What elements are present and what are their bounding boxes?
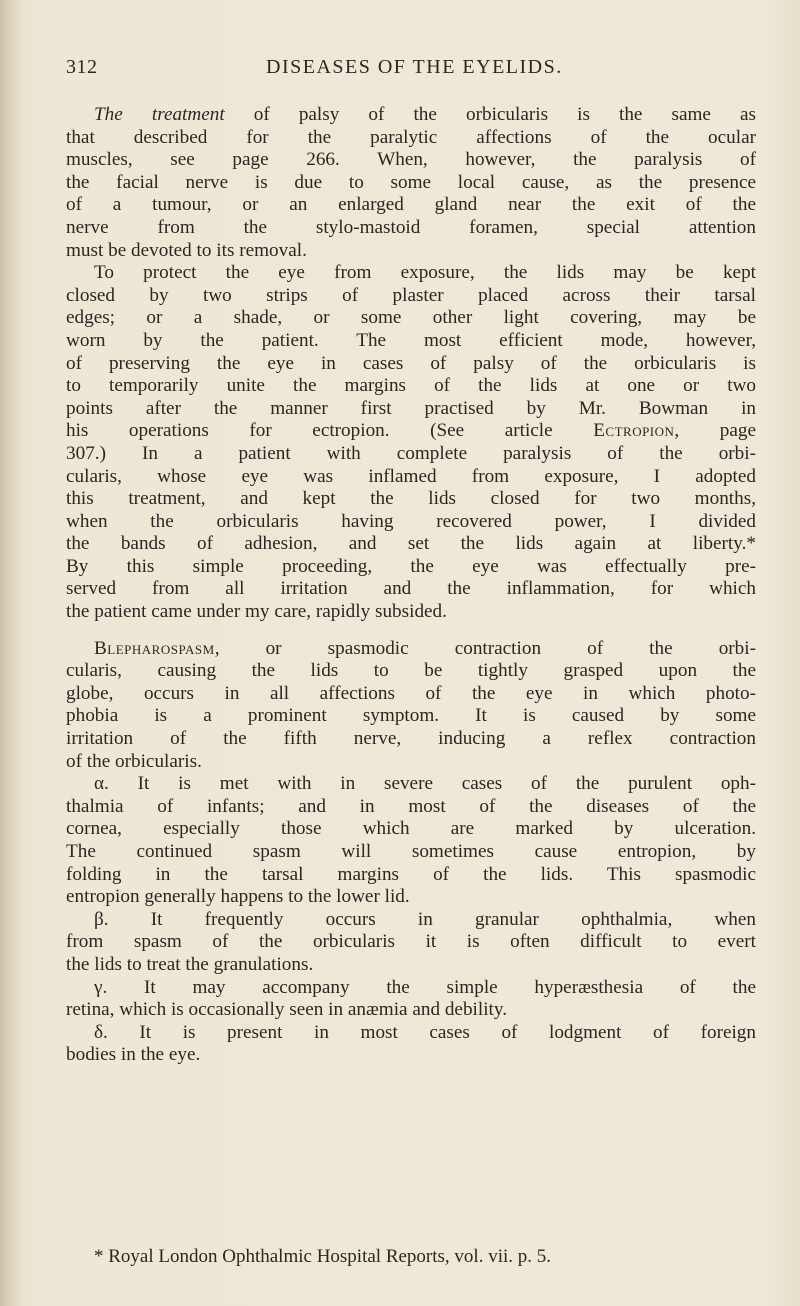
text-line: the lids to treat the granulations. [66, 953, 314, 975]
text-line: bodies in the eye. [66, 1044, 201, 1066]
text-line: Blepharospasm, or spasmodic contraction of the orbi- [94, 637, 756, 659]
text-line: To protect the eye from exposure, the lids may be kept [94, 262, 756, 284]
paragraph-gamma [66, 977, 756, 1022]
text-line: β. It frequently occurs in granular ophthalmia, when [94, 908, 756, 930]
text-line: muscles, see page 266. When, however, the paralysis of [66, 149, 756, 171]
text-line: retina, which is occasionally seen in anæmia and debility. [66, 999, 508, 1021]
paragraph-treatment-of-palsy [66, 104, 756, 262]
text-line: closed by two strips of plaster placed across their tarsal [66, 284, 756, 306]
running-title: DISEASES OF THE EYELIDS. [266, 56, 563, 78]
text-line: the patient came under my care, rapidly subsided. [66, 601, 447, 623]
paragraph-protect-eye [66, 262, 756, 624]
footnote: * Royal London Ophthalmic Hospital Reports, vol. vii. p. 5. [94, 1246, 552, 1267]
page-header [66, 56, 756, 86]
text-line: edges; or a shade, or some other light covering, may be [66, 307, 756, 329]
text-line: must be devoted to its removal. [66, 239, 307, 261]
text-line: folding in the tarsal margins of the lids. This spasmodic [66, 863, 756, 885]
paragraph-delta [66, 1022, 756, 1067]
paragraph-alpha [66, 773, 756, 909]
text-line: of preserving the eye in cases of palsy of the orbicularis is [66, 352, 756, 374]
text-line: thalmia of infants; and in most of the diseases of the [66, 795, 756, 817]
text-line: phobia is a prominent symptom. It is caused by some [66, 705, 756, 727]
text-line: points after the manner first practised by Mr. Bowman in [66, 397, 756, 419]
paragraph-blepharospasm [66, 638, 756, 774]
text-line: of the orbicularis. [66, 750, 202, 772]
text-line: The continued spasm will sometimes cause entropion, by [66, 841, 756, 862]
text-line: that described for the paralytic affections of the ocular [66, 126, 756, 148]
page-number: 312 [66, 56, 98, 78]
text-line: δ. It is present in most cases of lodgment of foreign [94, 1021, 756, 1043]
text-line: irritation of the fifth nerve, inducing a reflex contraction [66, 728, 756, 750]
paragraph-gap [66, 624, 756, 638]
page-gutter-shadow [0, 0, 22, 1306]
text-line: cularis, whose eye was inflamed from exposure, I adopted [66, 465, 756, 487]
text-line: entropion generally happens to the lower lid. [66, 886, 410, 908]
text-line: the bands of adhesion, and set the lids again at liberty.* [66, 533, 756, 555]
text-line: served from all irritation and the inflammation, for which [66, 578, 756, 600]
text-line: The treatment of palsy of the orbicularis is the same as [94, 104, 756, 125]
text-line: cularis, causing the lids to be tightly grasped upon the [66, 660, 756, 682]
text-line: his operations for ectropion. (See article Ectropion, page [66, 420, 756, 442]
small-caps-heading: Blepharospasm [94, 637, 215, 659]
text-line: of a tumour, or an enlarged gland near the exit of the [66, 194, 756, 216]
text-line: the facial nerve is due to some local cause, as the presence [66, 171, 756, 193]
paragraph-beta [66, 909, 756, 977]
text-line: 307.) In a patient with complete paralysis of the orbi- [66, 442, 756, 464]
text-line: γ. It may accompany the simple hyperæsthesia of the [94, 976, 756, 998]
small-caps-reference: Ectropion [593, 420, 675, 442]
text-line: worn by the patient. The most efficient mode, however, [66, 329, 756, 351]
text-line: globe, occurs in all affections of the eye in which photo- [66, 682, 756, 704]
text-line: By this simple proceeding, the eye was effectually pre- [66, 555, 756, 577]
text-line: to temporarily unite the margins of the lids at one or two [66, 375, 756, 397]
body-text [66, 104, 756, 1067]
text-line: nerve from the stylo-mastoid foramen, special attention [66, 216, 756, 238]
text-line: cornea, especially those which are marked by ulceration. [66, 818, 756, 840]
italic-lead: The treatment [94, 104, 225, 125]
text-line: from spasm of the orbicularis it is often difficult to evert [66, 931, 756, 953]
text-line: α. It is met with in severe cases of the purulent oph- [94, 773, 756, 795]
text-line: when the orbicularis having recovered power, I divided [66, 510, 756, 532]
text-line: this treatment, and kept the lids closed for two months, [66, 488, 756, 510]
